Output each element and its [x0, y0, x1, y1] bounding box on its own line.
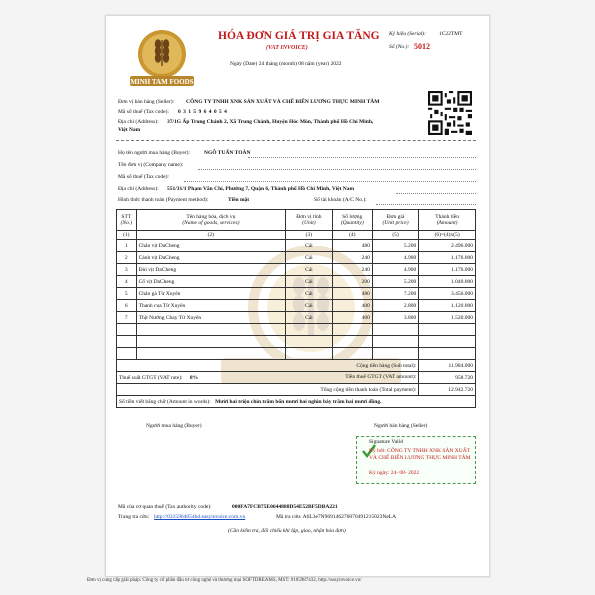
invoice-no-value: 5012: [414, 42, 430, 51]
signature-valid-label: Signature Valid: [369, 439, 403, 445]
row-stt: 2: [117, 252, 137, 264]
row-qty: 400: [332, 300, 372, 312]
payment-method-label: Hình thức thanh toán (Payment method):: [118, 197, 209, 203]
row-amount: 1.040.000: [419, 276, 476, 288]
logo-text: MINH TAM FOODS: [130, 78, 194, 86]
seller-signature-label: Người bán hàng (Seller): [374, 423, 428, 429]
row-qty: 200: [332, 276, 372, 288]
invoice-title: HÓA ĐƠN GIÁ TRỊ GIA TĂNG: [218, 30, 380, 42]
serial-value: 1C22TMT: [439, 31, 463, 37]
empty-cell: [286, 348, 332, 360]
table-row: [117, 276, 476, 288]
table-row: [117, 264, 476, 276]
empty-cell: [332, 348, 372, 360]
col-number: (5): [372, 231, 418, 240]
row-qty: 240: [332, 252, 372, 264]
empty-cell: [419, 324, 476, 336]
dotted-line: [396, 193, 476, 194]
total-label: Tổng cộng tiền thanh toán (Total payment):: [117, 384, 419, 396]
table-row: [117, 252, 476, 264]
row-price: 2.800: [372, 300, 418, 312]
invoice-subtitle: (VAT INVOICE): [266, 45, 308, 51]
row-stt: 1: [117, 240, 137, 252]
row-unit: Cái: [286, 312, 332, 324]
empty-cell: [286, 324, 332, 336]
empty-cell: [372, 324, 418, 336]
col-number: (2): [136, 231, 286, 240]
row-unit: Cái: [286, 288, 332, 300]
vat-rate-label: Thuế suất GTGT (VAT rate):: [119, 374, 183, 381]
empty-cell: [419, 348, 476, 360]
table-row: [117, 300, 476, 312]
col-header-unit: Đơn vị tính (Unit): [286, 210, 332, 231]
verification-note: (Cần kiểm tra, đối chiếu khi lập, giao, nhận hóa đơn): [228, 528, 346, 534]
dotted-line: [376, 204, 476, 205]
row-amount: 1.176.000: [419, 252, 476, 264]
solution-provider-note: Đơn vị cung cấp giải pháp: Công ty cổ phần đầu tư công nghệ và thương mại SOFTDREAMS, MST: 0105987432, http://easyinvoice.vn/: [87, 578, 362, 583]
company-logo: [128, 28, 196, 90]
row-qty: 480: [332, 240, 372, 252]
table-number-row: [117, 231, 476, 240]
total-row: [117, 384, 476, 396]
row-qty: 240: [332, 264, 372, 276]
lookup-code: Mã tra cứu: A6L3e7N969146276070491215023NeLA: [276, 514, 397, 520]
row-price: 3.800: [372, 312, 418, 324]
table-row: [117, 312, 476, 324]
account-no-label: Số tài khoản (A/C No.):: [314, 197, 367, 203]
col-number: (6)=(4)x(5): [419, 231, 476, 240]
row-name: Cánh vịt DaCheng: [136, 252, 286, 264]
row-stt: 3: [117, 264, 137, 276]
row-qty: 480: [332, 288, 372, 300]
amount-words-cell: [117, 396, 476, 408]
empty-cell: [419, 336, 476, 348]
amount-words-label: Số tiền viết bằng chữ (Amount in words):: [119, 398, 211, 405]
empty-cell: [332, 336, 372, 348]
buyer-name-value: NGÔ TUẤN TOÀN: [204, 150, 251, 156]
signed-date-text: Ký ngày: 24- 08- 2022: [369, 470, 420, 476]
seller-name-label: Đơn vị bán hàng (Seller):: [118, 99, 175, 105]
serial-label: Ký hiệu (Serial):: [389, 31, 426, 37]
invoice-no-label: Số (No.):: [389, 44, 410, 50]
subtotal-label: Cộng tiền hàng (Sub total):: [117, 360, 419, 372]
empty-cell: [372, 348, 418, 360]
buyer-address-label: Địa chỉ (Address):: [118, 186, 159, 192]
row-price: 5.200: [372, 240, 418, 252]
row-price: 4.900: [372, 252, 418, 264]
digital-signature-box: [356, 436, 476, 484]
vat-row: [117, 372, 476, 384]
row-name: Thanh cua Từ Xuyên: [136, 300, 286, 312]
buyer-address-value: 551/31/1 Phạm Văn Chí, Phường 7, Quận 6, Thành phố Hồ Chí Minh, Việt Nam: [167, 186, 355, 192]
row-name: Thịt Nướng Chay Từ Xuyên: [136, 312, 286, 324]
row-unit: Cái: [286, 264, 332, 276]
buyer-name-label: Họ tên người mua hàng (Buyer):: [118, 150, 191, 156]
empty-cell: [372, 336, 418, 348]
buyer-company-label: Tên đơn vị (Company name):: [118, 162, 184, 168]
separator-line: [116, 140, 476, 141]
subtotal-row: [117, 360, 476, 372]
dotted-line: [248, 157, 476, 158]
invoice-date: Ngày (Date) 24 tháng (month) 08 năm (year) 2022: [230, 61, 342, 67]
seller-address-value: 37/1G Ấp Trung Chánh 2, Xã Trung Chánh, Huyện Hóc Môn, Thành phố Hồ Chí Minh,: [167, 119, 374, 125]
empty-cell: [117, 324, 137, 336]
lookup-link[interactable]: http://0315964054hd.easyinvoice.com.vn: [154, 514, 246, 520]
amount-words-row: [117, 396, 476, 408]
row-name: Chân gà Từ Xuyên: [136, 288, 286, 300]
col-header-name: Tên hàng hóa, dịch vụ (Name of goods, services): [136, 210, 286, 231]
row-unit: Cái: [286, 240, 332, 252]
empty-cell: [332, 324, 372, 336]
row-price: 5.200: [372, 276, 418, 288]
col-number: (4): [332, 231, 372, 240]
empty-cell: [286, 336, 332, 348]
vat-cell: [117, 372, 419, 384]
row-stt: 5: [117, 288, 137, 300]
qr-code-icon: [428, 91, 472, 135]
subtotal-value: 11.984.000: [419, 360, 476, 372]
row-amount: 1.520.000: [419, 312, 476, 324]
row-stt: 6: [117, 300, 137, 312]
empty-cell: [136, 348, 286, 360]
row-qty: 400: [332, 312, 372, 324]
tax-authority-label: Mã của cơ quan thuế (Tax authority code):: [118, 504, 212, 510]
dotted-line: [184, 181, 476, 182]
seller-address-value-2: Việt Nam: [118, 127, 141, 133]
col-number: (1): [117, 231, 137, 240]
empty-cell: [136, 336, 286, 348]
total-value: 12.942.720: [419, 384, 476, 396]
empty-cell: [117, 336, 137, 348]
col-header-price: Đơn giá (Unit price): [372, 210, 418, 231]
col-header-qty: Số lượng (Quantity): [332, 210, 372, 231]
vat-amount-value: 958.720: [419, 372, 476, 384]
payment-method-value: Tiền mặt: [228, 197, 250, 203]
row-amount: 2.496.000: [419, 240, 476, 252]
seller-name-value: CÔNG TY TNHH XNK SẢN XUẤT VÀ CHẾ BIẾN LƯƠNG THỰC MINH TÂM: [186, 99, 380, 105]
table-row-empty: [117, 336, 476, 348]
table-header-row: [117, 210, 476, 231]
row-unit: Cái: [286, 252, 332, 264]
items-table: [116, 209, 476, 408]
seller-tax-label: Mã số thuế (Tax code):: [118, 109, 169, 115]
signed-by-text: Ký bởi: CÔNG TY TNHH XNK SẢN XUẤT VÀ CHẾ BIẾN LƯƠNG THỰC MINH TÂM: [369, 448, 471, 461]
table-row-empty: [117, 324, 476, 336]
row-amount: 1.176.000: [419, 264, 476, 276]
table-row-empty: [117, 348, 476, 360]
col-number: (3): [286, 231, 332, 240]
row-stt: 7: [117, 312, 137, 324]
row-name: Cổ vịt DaCheng: [136, 276, 286, 288]
table-row: [117, 288, 476, 300]
row-amount: 3.456.000: [419, 288, 476, 300]
row-price: 4.900: [372, 264, 418, 276]
empty-cell: [117, 348, 137, 360]
row-unit: Cái: [286, 300, 332, 312]
col-header-stt: STT (No.): [117, 210, 137, 231]
row-stt: 4: [117, 276, 137, 288]
table-row: [117, 240, 476, 252]
invoice-sheet: [105, 15, 490, 577]
row-name: Chân vịt DaCheng: [136, 240, 286, 252]
seller-address-label: Địa chỉ (Address):: [118, 119, 159, 125]
seller-tax-value: 0 3 1 5 9 6 4 0 5 4: [178, 109, 228, 115]
lookup-page-label: Trang tra cứu:: [118, 514, 150, 520]
tax-authority-value: 000FA7FCB75E0644888D54E52BF5DBA221: [232, 504, 338, 510]
row-name: Đùi vịt DaCheng: [136, 264, 286, 276]
vat-amount-label: Tiền thuế GTGT (VAT amount):: [345, 374, 417, 380]
col-header-amount: Thành tiền (Amount): [419, 210, 476, 231]
buyer-signature-label: Người mua hàng (Buyer): [146, 423, 202, 429]
dotted-line: [198, 169, 476, 170]
row-price: 7.200: [372, 288, 418, 300]
buyer-tax-label: Mã số thuế (Tax code):: [118, 174, 169, 180]
row-amount: 1.120.000: [419, 300, 476, 312]
amount-words-value: Mười hai triệu chín trăm bốn mươi hai nghìn bảy trăm hai mươi đồng.: [215, 398, 382, 405]
empty-cell: [136, 324, 286, 336]
row-unit: Cái: [286, 276, 332, 288]
vat-rate-value: 8%: [189, 374, 199, 381]
